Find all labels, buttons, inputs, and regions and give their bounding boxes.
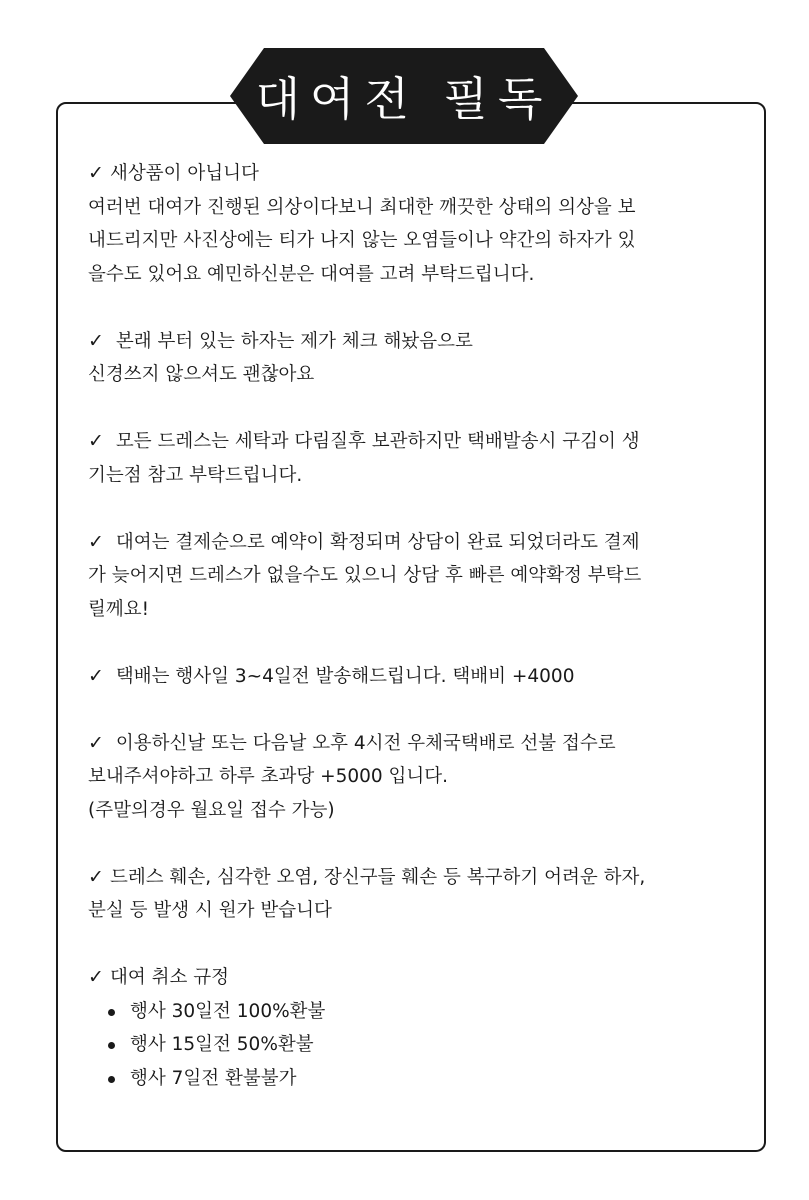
title-banner bbox=[230, 48, 578, 144]
notice-section-7 bbox=[88, 861, 748, 928]
page-title: 대여전 필독 bbox=[255, 72, 553, 126]
notice-section-2 bbox=[88, 325, 748, 392]
cancel-policy-section bbox=[88, 961, 748, 1095]
check-icon: ✓ bbox=[88, 430, 104, 452]
notice-line: 보내주셔야하고 하루 초과당 +5000 입니다. bbox=[88, 766, 449, 787]
notice-section-4 bbox=[88, 526, 748, 627]
notice-line: 신경쓰지 않으셔도 괜찮아요 bbox=[88, 364, 315, 385]
bullet-icon bbox=[108, 1009, 115, 1016]
notice-line: ✓ 본래 부터 있는 하자는 제가 체크 해놨음으로 bbox=[88, 325, 748, 359]
notice-line: 가 늦어지면 드레스가 없을수도 있으니 상담 후 빠른 예약확정 부탁드 bbox=[88, 565, 642, 586]
notice-line: 여러번 대여가 진행된 의상이다보니 최대한 깨끗한 상태의 의상을 보 bbox=[88, 196, 636, 218]
notice-line: ✓ 택배는 행사일 3~4일전 발송해드립니다. 택배비 +4000 bbox=[88, 660, 748, 694]
list-item: 행사 15일전 50%환불 bbox=[104, 1028, 748, 1062]
notice-line: 기는점 참고 부탁드립니다. bbox=[88, 464, 303, 486]
check-icon: ✓ bbox=[88, 664, 104, 687]
check-icon: ✓ bbox=[88, 162, 104, 184]
list-item: 행사 30일전 100%환불 bbox=[104, 995, 748, 1029]
list-item: 행사 7일전 환불불가 bbox=[104, 1062, 748, 1096]
notice-line: ✓ 모든 드레스는 세탁과 다림질후 보관하지만 택배발송시 구김이 생 bbox=[88, 425, 748, 459]
bullet-icon bbox=[108, 1042, 115, 1049]
notice-section-1 bbox=[88, 157, 748, 291]
notice-line: 을수도 있어요 예민하신분은 대여를 고려 부탁드립니다. bbox=[88, 263, 535, 285]
notice-section-6 bbox=[88, 727, 748, 828]
cancel-policy-heading: ✓ 대여 취소 규정 bbox=[88, 961, 748, 995]
check-icon: ✓ bbox=[88, 329, 104, 352]
check-icon: ✓ bbox=[88, 731, 104, 754]
notice-line: ✓ 대여는 결제순으로 예약이 확정되며 상담이 완료 되었더라도 결제 bbox=[88, 526, 748, 560]
notice-line: ✓ 드레스 훼손, 심각한 오염, 장신구들 훼손 등 복구하기 어려운 하자, bbox=[88, 861, 748, 895]
check-icon: ✓ bbox=[88, 966, 104, 988]
notice-line: (주말의경우 월요일 접수 가능) bbox=[88, 799, 335, 821]
notice-line: ✓ 이용하신날 또는 다음날 오후 4시전 우체국택배로 선불 접수로 bbox=[88, 727, 748, 761]
notice-content bbox=[88, 157, 748, 1129]
notice-line: 내드리지만 사진상에는 티가 나지 않는 오염들이나 약간의 하자가 있 bbox=[88, 230, 636, 251]
notice-line: ✓ 새상품이 아닙니다 bbox=[88, 157, 748, 191]
cancel-policy-list bbox=[88, 995, 748, 1096]
check-icon: ✓ bbox=[88, 530, 104, 553]
notice-line: 분실 등 발생 시 원가 받습니다 bbox=[88, 900, 332, 921]
notice-section-5 bbox=[88, 660, 748, 694]
notice-section-3 bbox=[88, 425, 748, 492]
check-icon: ✓ bbox=[88, 865, 104, 888]
notice-line: 릴께요! bbox=[88, 598, 150, 620]
bullet-icon bbox=[108, 1076, 115, 1083]
